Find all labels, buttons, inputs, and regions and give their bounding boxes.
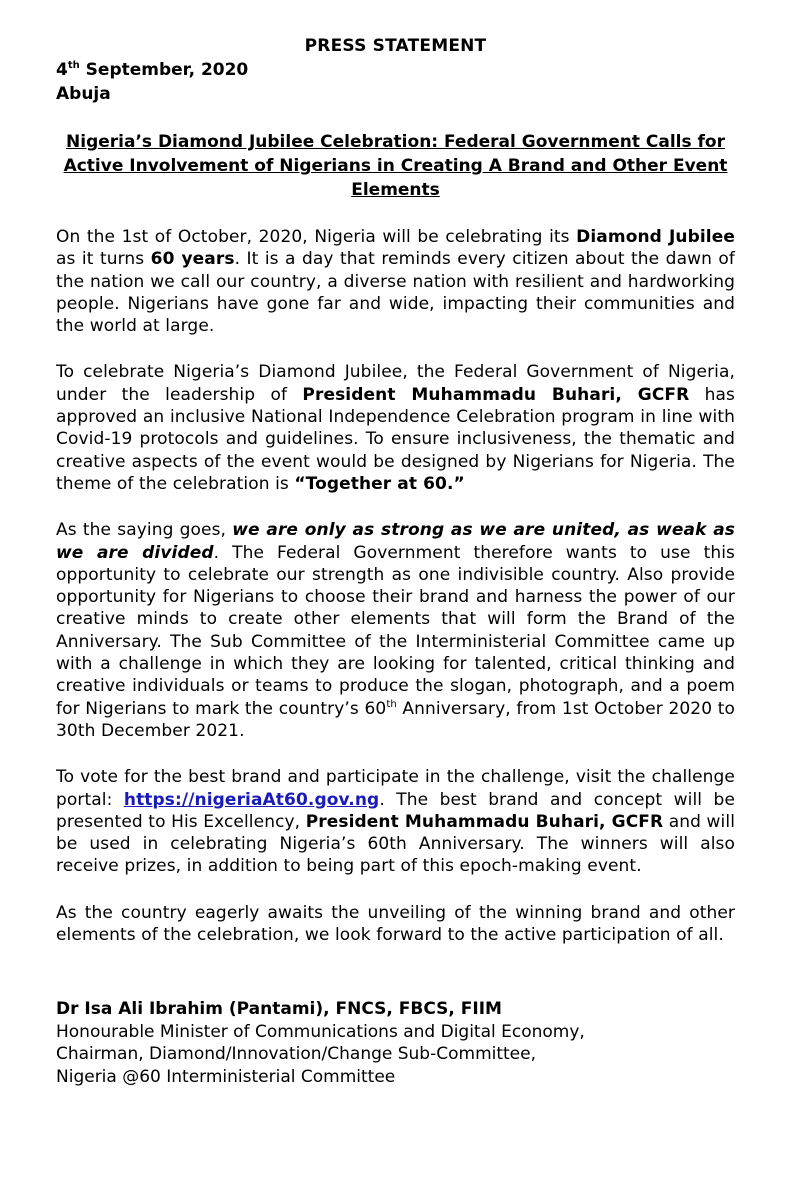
signature-block	[56, 998, 791, 1088]
p3-text-2: . The Federal Government therefore wants to use this opportunity to celebrate our strength as one indivisible country. Also provide opportunity for Nigerians to choose their brand and harness the power of our creative minds to create other elements that will form the Brand of the Anniversary. The Sub Committee of the Interministerial Committee came up with a challenge in which they are looking for talented, critical thinking and creative individuals or teams to produce the slogan, photograph, and a poem for Nigerians to mark the country’s 60	[56, 542, 735, 719]
p3-text-1: As the saying goes,	[56, 520, 233, 541]
p4-text-2: . The best brand and concept will be presented to His Excellency,	[56, 789, 736, 832]
p1-text-1: On the 1st of October, 2020, Nigeria will be celebrating its	[56, 227, 577, 247]
p2-bold-president: President Muhammadu Buhari, GCFR	[302, 384, 690, 405]
signatory-name: Dr Isa Ali Ibrahim (Pantami), FNCS, FBCS, FIIM	[56, 999, 502, 1020]
signatory-title-3: Nigeria @60 Interministerial Committee	[56, 1066, 396, 1087]
p4-text-1: To vote for the best brand and participate in the challenge, visit the challenge portal:	[56, 767, 735, 810]
paragraph-closing	[56, 902, 735, 947]
p4-bold-president: President Muhammadu Buhari, GCFR	[305, 811, 664, 832]
signatory-title-2: Chairman, Diamond/Innovation/Change Sub-Committee,	[56, 1044, 537, 1065]
signatory-title-1: Honourable Minister of Communications and Digital Economy,	[56, 1021, 585, 1042]
p1-text-3: . It is a day that reminds every citizen about the dawn of the nation we call our country, a diverse nation with resilient and hardworking people. Nigerians have gone far and wide, impacting their communities and the world at large.	[56, 249, 735, 337]
date-suffix: th	[67, 60, 80, 71]
paragraph-voting-portal	[56, 766, 735, 877]
p2-text-2: has approved an inclusive National Independence Celebration program in line with Covid-19 protocols and guidelines. To ensure inclusiveness, the thematic and creative aspects of the event would be designed by Nigerians for Nigeria. The theme of the celebration is	[56, 384, 735, 494]
p3-bold-italic-saying: we are only as strong as we are united, as weak as we are divided	[56, 520, 735, 563]
statement-place: Abuja	[56, 84, 111, 104]
document-type-heading: PRESS STATEMENT	[304, 36, 487, 56]
p2-text-1: To celebrate Nigeria’s Diamond Jubilee, the Federal Government of Nigeria, under the leadership of	[56, 362, 735, 405]
p1-bold-diamond-jubilee: Diamond Jubilee	[576, 227, 735, 247]
challenge-portal-link[interactable]: https://nigeriaAt60.gov.ng	[123, 789, 380, 810]
press-headline: Nigeria’s Diamond Jubilee Celebration: Federal Government Calls for Active Involvement of Nigerians in Creating A Brand and Other Event Elements	[63, 132, 728, 200]
paragraph-challenge	[56, 519, 735, 742]
p3-text-3: Anniversary, from 1st October 2020 to 30th December 2021.	[56, 698, 736, 741]
p5-text-1: As the country eagerly awaits the unveiling of the winning brand and other elements of the celebration, we look forward to the active participation of all.	[56, 902, 735, 946]
date-month-year: September, 2020	[79, 60, 249, 80]
p1-text-2: as it turns	[56, 249, 151, 270]
p4-text-3: and will be used in celebrating Nigeria’s 60th Anniversary. The winners will also receive prizes, in addition to being part of this epoch-making event.	[56, 811, 736, 877]
paragraph-celebration-program	[56, 361, 735, 495]
date-day: 4	[56, 60, 68, 80]
p2-bold-theme: “Together at 60.”	[294, 473, 465, 494]
paragraph-diamond-jubilee	[56, 226, 735, 337]
statement-date	[56, 58, 791, 82]
p3-superscript-th: th	[386, 698, 397, 710]
p1-bold-60-years: 60 years	[150, 249, 235, 270]
